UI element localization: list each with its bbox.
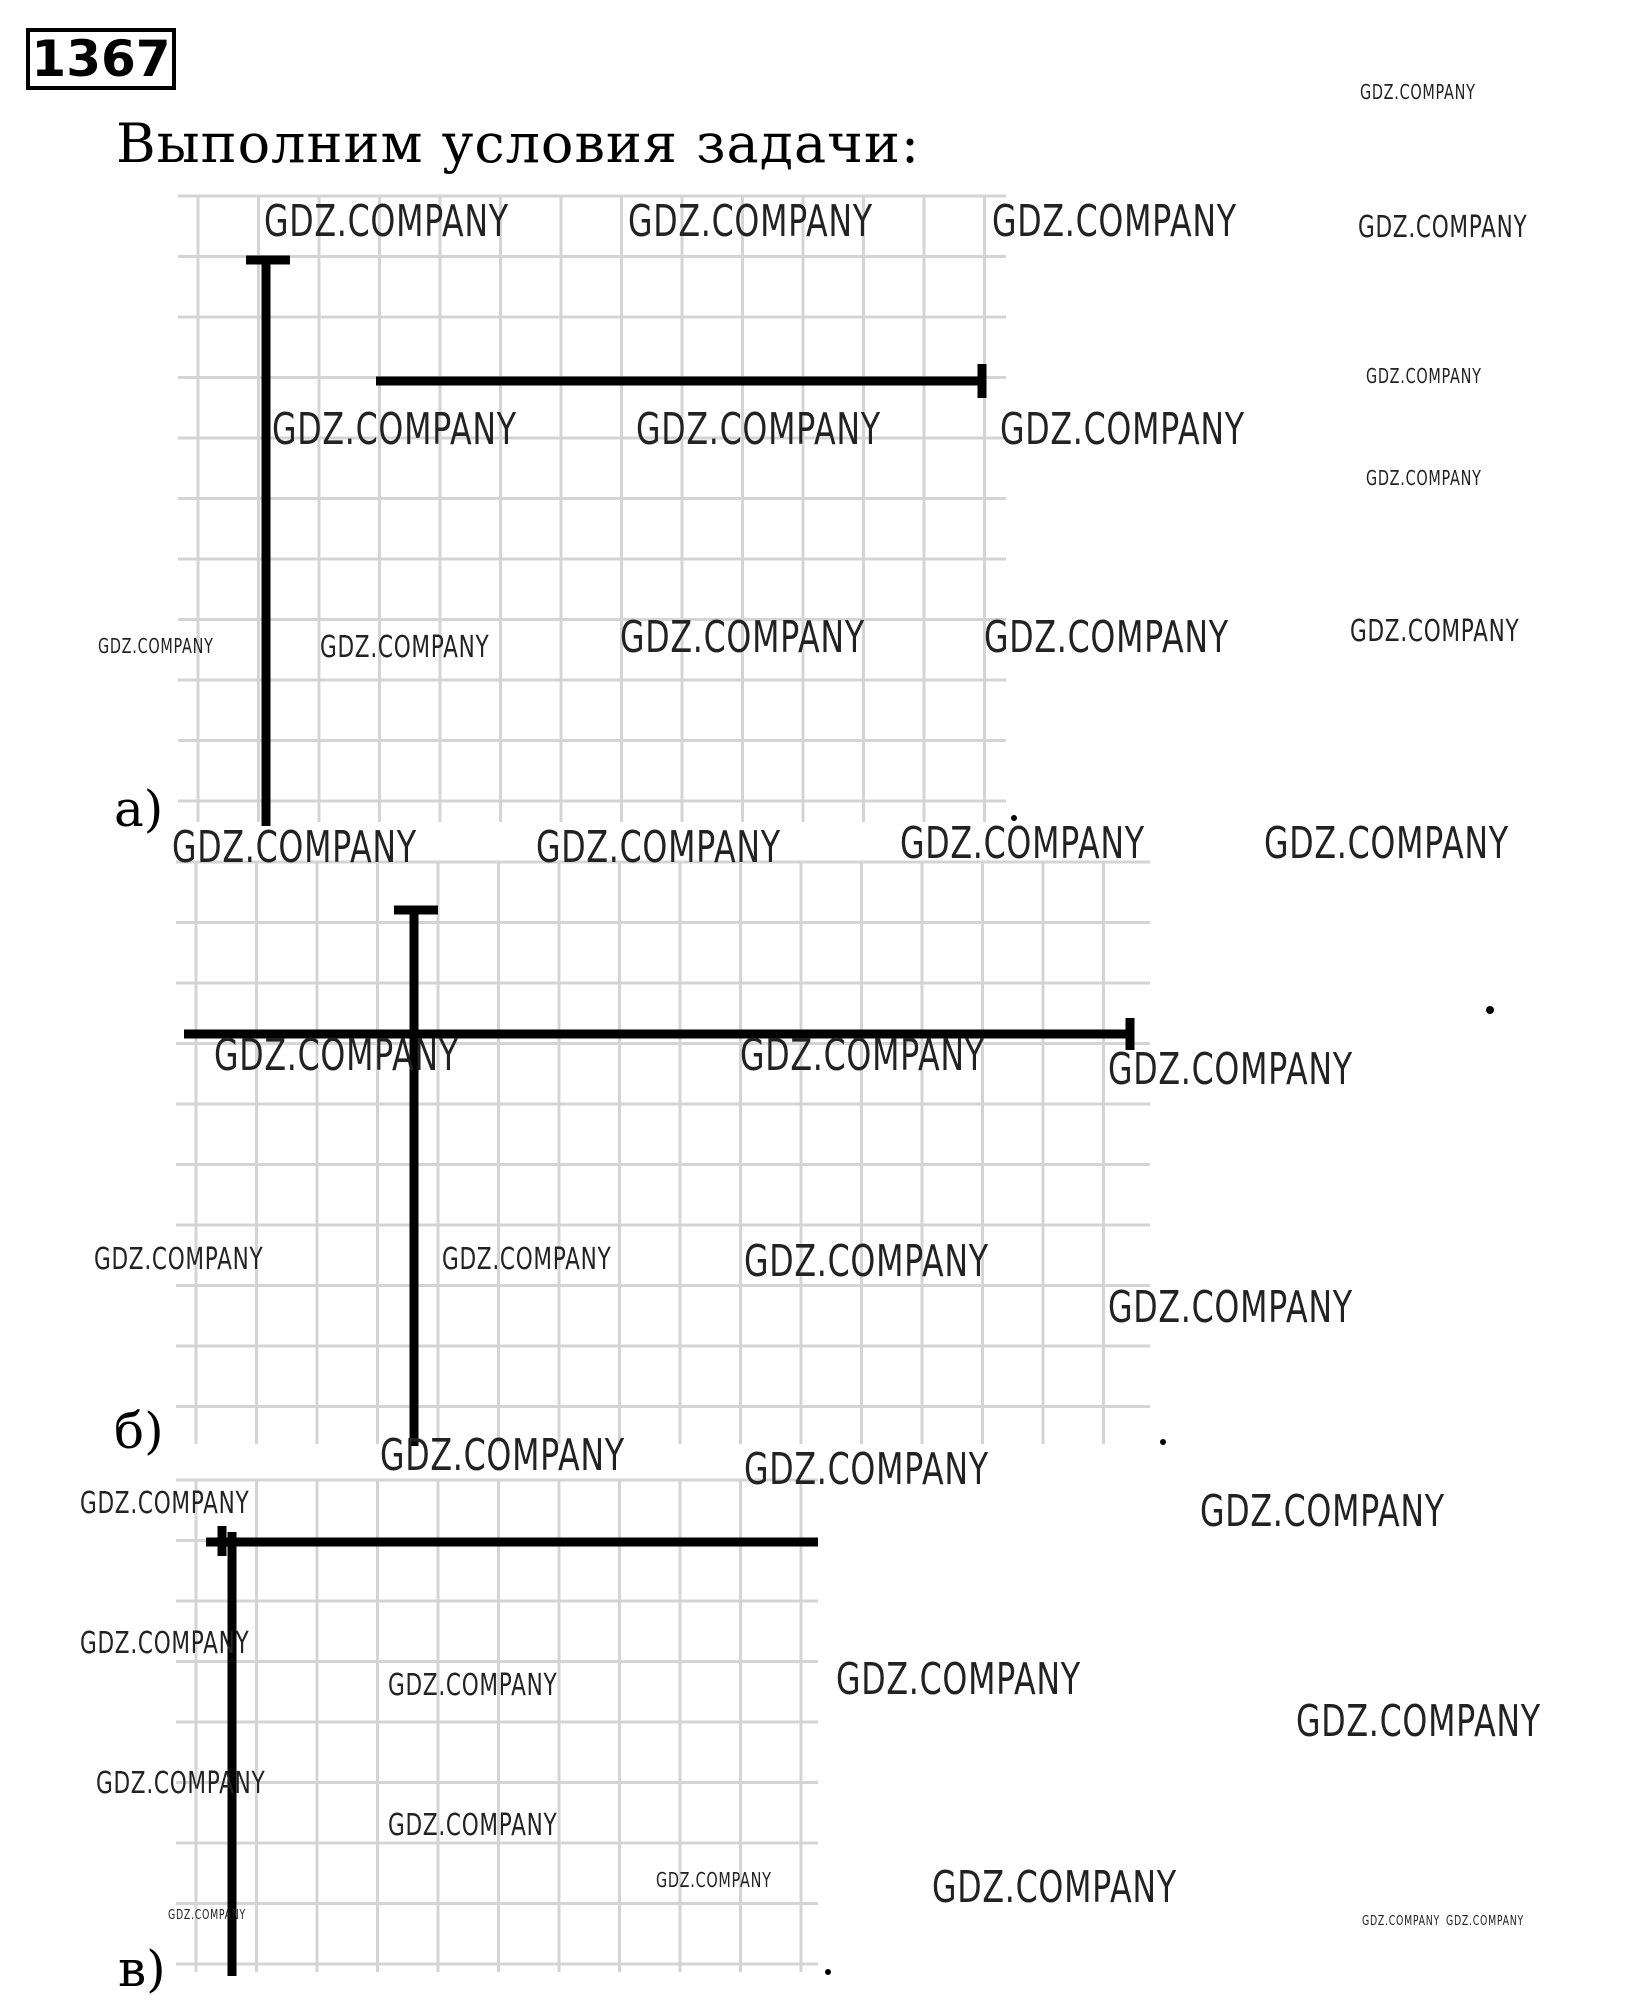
watermark: GDZ.COMPANY	[836, 1654, 1081, 1705]
watermark: GDZ.COMPANY	[744, 1444, 989, 1495]
watermark: GDZ.COMPANY	[320, 630, 490, 665]
watermark: GDZ.COMPANY	[900, 818, 1145, 869]
watermark: GDZ.COMPANY	[744, 1236, 989, 1287]
watermark: GDZ.COMPANY	[380, 1430, 625, 1481]
watermark: GDZ.COMPANY	[628, 196, 873, 247]
watermark: GDZ.COMPANY	[272, 404, 517, 455]
watermark: GDZ.COMPANY	[98, 634, 214, 658]
watermark: GDZ.COMPANY	[80, 1626, 250, 1661]
watermark: GDZ.COMPANY	[932, 1862, 1177, 1913]
watermark: GDZ.COMPANY	[388, 1808, 558, 1843]
watermark: GDZ.COMPANY	[388, 1668, 558, 1703]
watermark: GDZ.COMPANY	[740, 1030, 985, 1081]
part-label-c: в)	[118, 1940, 166, 1998]
watermark: GDZ.COMPANY	[264, 196, 509, 247]
watermark: GDZ.COMPANY	[536, 822, 781, 873]
watermark: GDZ.COMPANY	[636, 404, 881, 455]
segments-part-c	[206, 1526, 818, 1976]
part-label-b: б)	[114, 1402, 164, 1460]
watermark: GDZ.COMPANY	[984, 612, 1229, 663]
watermark: GDZ.COMPANY	[1296, 1696, 1541, 1747]
watermark: GDZ.COMPANY	[80, 1486, 250, 1521]
watermark: GDZ.COMPANY	[1360, 80, 1476, 104]
grid-part-c	[176, 1480, 818, 1972]
part-label-a: а)	[114, 780, 164, 838]
watermark: GDZ.COMPANY	[1362, 1914, 1440, 1929]
grid-part-a	[178, 196, 1006, 822]
watermark: GDZ.COMPANY	[1358, 210, 1528, 245]
watermark: GDZ.COMPANY	[992, 196, 1237, 247]
dot	[1486, 1006, 1494, 1014]
watermark: GDZ.COMPANY	[442, 1242, 612, 1277]
watermark: GDZ.COMPANY	[172, 822, 417, 873]
watermark: GDZ.COMPANY	[620, 612, 865, 663]
watermark: GDZ.COMPANY	[1366, 466, 1482, 490]
watermark: GDZ.COMPANY	[1366, 364, 1482, 388]
watermark: GDZ.COMPANY	[168, 1908, 246, 1923]
watermark: GDZ.COMPANY	[656, 1868, 772, 1892]
instruction-text: Выполним условия задачи:	[116, 112, 921, 175]
watermark: GDZ.COMPANY	[1200, 1486, 1445, 1537]
segments-part-b	[184, 910, 1130, 1446]
watermark: GDZ.COMPANY	[1108, 1282, 1353, 1333]
grid-part-b	[176, 862, 1150, 1444]
problem-number: 1367	[26, 28, 176, 90]
watermark: GDZ.COMPANY	[214, 1030, 459, 1081]
watermark: GDZ.COMPANY	[1446, 1914, 1524, 1929]
watermark: GDZ.COMPANY	[1264, 818, 1509, 869]
stray-dots	[825, 815, 1494, 1975]
watermark: GDZ.COMPANY	[96, 1766, 266, 1801]
dot	[825, 1969, 831, 1975]
watermark: GDZ.COMPANY	[1350, 614, 1520, 649]
watermark: GDZ.COMPANY	[1000, 404, 1245, 455]
watermark: GDZ.COMPANY	[94, 1242, 264, 1277]
watermark: GDZ.COMPANY	[1108, 1044, 1353, 1095]
dot	[1160, 1439, 1166, 1445]
